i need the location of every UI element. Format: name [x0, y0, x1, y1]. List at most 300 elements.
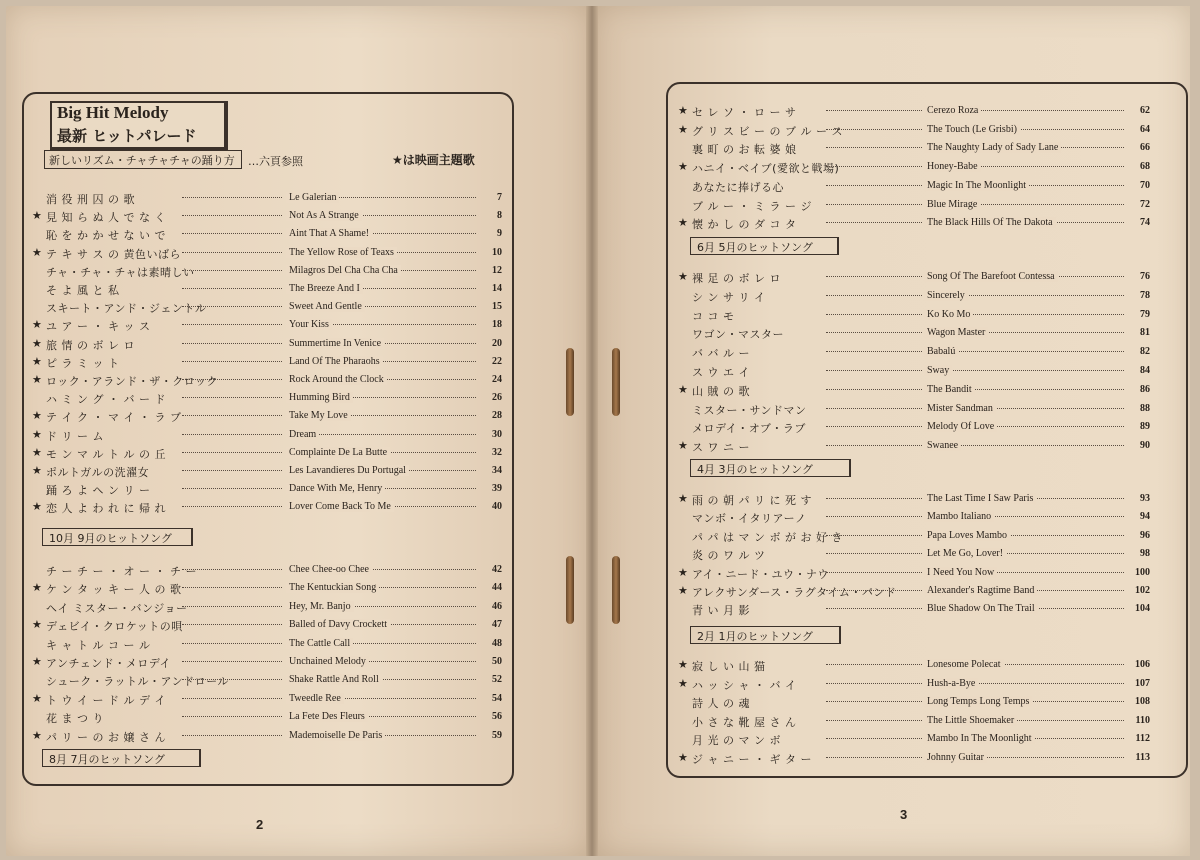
page-ref: 66	[1140, 142, 1150, 154]
song-entry	[678, 123, 1174, 141]
leader-dots	[826, 683, 922, 684]
section-label: 4月 3月のヒットソング	[697, 463, 813, 476]
song-title-japanese: 月 光 の マ ン ボ	[692, 734, 781, 748]
section-header-oct-sep	[42, 528, 193, 546]
song-title-japanese: ワゴン・マスター	[692, 328, 784, 342]
song-title-japanese: ハニイ・ベイブ(愛欲と戦場)	[692, 162, 840, 176]
song-title-japanese: 懐 か し の ダ コ タ	[692, 218, 797, 232]
leader-dots	[826, 408, 922, 409]
song-entry	[678, 751, 1174, 769]
song-entry	[678, 566, 1174, 584]
page-number-right: 3	[900, 807, 908, 822]
page-ref: 108	[1135, 696, 1150, 708]
song-title-english: The Last Time I Saw Paris	[924, 493, 1036, 504]
song-entry	[678, 141, 1174, 159]
song-title-japanese: ミスター・サンドマン	[692, 403, 807, 417]
song-title-english: Sweet And Gentle	[286, 301, 365, 312]
song-title-japanese: 恋 人 よ わ れ に 帰 れ	[46, 502, 166, 516]
leader-dots	[826, 608, 922, 609]
film-theme-star-icon: ★	[32, 373, 42, 386]
song-title-english: Not As A Strange	[286, 210, 362, 221]
page-ref: 81	[1140, 327, 1150, 339]
song-title-japanese: 詩 人 の 魂	[692, 697, 750, 711]
title-japanese: 最新 ヒットパレード	[57, 127, 197, 145]
page-ref: 32	[492, 446, 502, 458]
song-title-japanese: ト ウ イ ー ド ル デ イ	[46, 693, 166, 707]
leader-dots	[826, 276, 922, 277]
leader-dots	[182, 624, 282, 625]
song-entry	[32, 618, 504, 636]
song-title-japanese: あなたに捧げる心	[692, 180, 784, 194]
song-title-english: La Fete Des Fleurs	[286, 711, 368, 722]
song-title-english: Lover Come Back To Me	[286, 501, 394, 512]
staple-icon	[612, 348, 620, 416]
leader-dots	[182, 415, 282, 416]
page-ref: 42	[492, 564, 502, 575]
song-title-english: Cerezo Roza	[924, 105, 981, 116]
song-title-japanese: アレクサンダース・ラグタイム・バンド	[692, 586, 897, 599]
song-entry	[32, 391, 504, 409]
song-title-japanese: 山 賊 の 歌	[692, 384, 750, 398]
leader-dots	[826, 445, 922, 446]
song-entry	[32, 500, 504, 518]
song-title-english: Your Kiss	[286, 319, 332, 330]
song-title-japanese: ロック・アランド・ザ・クロック	[46, 375, 219, 388]
song-title-english: Mister Sandman	[924, 403, 996, 414]
song-title-japanese: ケ ン タ ッ キ ー 人 の 歌	[46, 583, 182, 597]
song-title-english: Sincerely	[924, 290, 968, 301]
song-title-english: The Little Shoemaker	[924, 715, 1017, 726]
leader-dots	[826, 204, 922, 205]
song-title-japanese: メロデイ・オブ・ラブ	[692, 422, 806, 436]
page-ref: 14	[492, 283, 502, 294]
leader-dots	[924, 370, 1124, 371]
song-title-english: The Touch (Le Grisbi)	[924, 124, 1020, 135]
song-title-english: The Bandit	[924, 384, 975, 395]
song-title-english: Unchained Melody	[286, 656, 369, 667]
page-ref: 79	[1140, 308, 1150, 320]
staple-icon	[612, 556, 620, 624]
film-theme-star-icon: ★	[32, 409, 42, 423]
song-entry	[32, 409, 504, 427]
song-title-english: Rock Around the Clock	[286, 374, 387, 385]
song-title-english: Le Galerian	[286, 192, 339, 203]
song-entry	[32, 227, 504, 245]
film-theme-star-icon: ★	[678, 104, 688, 117]
song-entry	[32, 482, 504, 500]
song-title-japanese: 消 役 刑 囚 の 歌	[46, 193, 135, 206]
song-title-english: Blue Shadow On The Trail	[924, 603, 1038, 614]
song-entry	[32, 710, 504, 728]
song-entry	[32, 337, 504, 355]
song-title-japanese: パ パ は マ ン ボ が お 好 き	[692, 530, 843, 544]
section-label: 2月 1月のヒットソング	[697, 630, 813, 643]
section-header-apr-mar	[690, 459, 851, 477]
song-title-english: The Breeze And I	[286, 283, 363, 294]
page-ref: 34	[492, 465, 502, 476]
song-entry	[678, 345, 1174, 363]
leader-dots	[182, 324, 282, 325]
song-title-english: Chee Chee-oo Chee	[286, 564, 372, 575]
page-ref: 89	[1140, 421, 1150, 433]
leader-dots	[826, 757, 922, 758]
song-title-japanese: セ レ ソ ・ ロ ー サ	[692, 106, 797, 119]
leader-dots	[182, 488, 282, 489]
leader-dots	[182, 197, 282, 198]
song-title-japanese: 裏 町 の お 転 婆 娘	[692, 143, 797, 157]
song-title-japanese: 雨 の 朝 パ リ に 死 す	[692, 494, 812, 507]
song-title-english: Summertime In Venice	[286, 338, 384, 349]
leader-dots	[182, 233, 282, 234]
song-title-english: Land Of The Pharaohs	[286, 356, 383, 367]
song-entry	[32, 637, 504, 655]
song-title-japanese: シューク・ラットル・アンドロール	[46, 675, 229, 689]
song-title-japanese: ユ ア ー ・ キ ッ ス	[46, 320, 151, 334]
song-title-japanese: アイ・ニード・ユウ・ナウ	[692, 567, 830, 581]
song-title-japanese: テ キ サ ス の 黄色いばら	[46, 247, 181, 261]
page-ref: 64	[1140, 123, 1150, 135]
leader-dots	[826, 110, 922, 111]
leader-dots	[826, 701, 922, 702]
page-ref: 102	[1135, 585, 1150, 596]
leader-dots	[826, 332, 922, 333]
song-title-japanese: デェビイ・クロケットの唄	[46, 620, 183, 634]
song-title-english: Mambo Italiano	[924, 511, 994, 522]
film-theme-star-icon: ★	[678, 676, 688, 690]
leader-dots	[182, 252, 282, 253]
song-entry	[678, 216, 1174, 234]
song-entry	[678, 270, 1174, 288]
song-title-english: I Need You Now	[924, 567, 997, 578]
song-entry	[32, 563, 504, 581]
film-theme-star-icon: ★	[678, 160, 688, 174]
song-title-japanese: 青 い 月 影	[692, 604, 750, 618]
song-entry	[678, 289, 1174, 307]
song-title-english: Dance With Me, Henry	[286, 483, 385, 494]
song-title-japanese: スキート・アンド・ジェントル	[46, 302, 207, 316]
song-title-japanese: バ バ ル ー	[692, 347, 750, 361]
song-entry	[678, 364, 1174, 382]
song-title-english: Mambo In The Moonlight	[924, 733, 1035, 744]
page-ref: 94	[1140, 511, 1150, 523]
song-title-japanese: コ コ モ	[692, 309, 735, 323]
song-title-japanese: ポルトガルの洗濯女	[46, 466, 150, 479]
film-theme-star-icon: ★	[32, 445, 42, 459]
leader-dots	[826, 553, 922, 554]
page-ref: 9	[497, 228, 502, 240]
page-ref: 70	[1140, 179, 1150, 191]
section-label: 6月 5月のヒットソング	[697, 241, 813, 254]
song-title-japanese: そ よ 風 と 私	[46, 284, 120, 297]
page-ref: 112	[1135, 733, 1150, 745]
leader-dots	[182, 587, 282, 588]
leader-dots	[182, 270, 282, 271]
leader-dots	[182, 569, 282, 570]
song-entry	[32, 729, 504, 747]
song-title-japanese: マンボ・イタリアーノ	[692, 512, 807, 526]
film-theme-star-icon: ★	[32, 728, 42, 742]
page-ref: 10	[492, 246, 502, 258]
leader-dots	[826, 370, 922, 371]
page-ref: 15	[492, 301, 502, 313]
leader-dots	[182, 288, 282, 289]
song-entry	[678, 677, 1174, 695]
song-title-english: Melody Of Love	[924, 421, 997, 432]
page-ref: 28	[492, 410, 502, 422]
page-ref: 54	[492, 692, 502, 704]
song-title-japanese: 炎 の ワ ル ツ	[692, 549, 766, 563]
song-title-japanese: 恥 を か か せ な い で	[46, 229, 166, 243]
song-entry	[32, 264, 504, 282]
song-title-english: The Kentuckian Song	[286, 582, 379, 593]
leader-dots	[826, 295, 922, 296]
page-ref: 100	[1135, 566, 1150, 578]
song-title-japanese: 裸 足 の ボ レ ロ	[692, 272, 781, 285]
page-ref: 7	[497, 192, 502, 203]
leader-dots	[826, 222, 922, 223]
song-title-english: The Naughty Lady of Sady Lane	[924, 142, 1061, 153]
song-title-english: Johnny Guitar	[924, 752, 987, 763]
song-title-english: Les Lavandieres Du Portugal	[286, 465, 409, 476]
page-ref: 24	[492, 374, 502, 385]
title-english: Big Hit Melody	[57, 103, 169, 122]
song-title-english: Tweedle Ree	[286, 693, 344, 704]
page-ref: 59	[492, 729, 502, 741]
title-box	[50, 101, 228, 151]
song-title-japanese: ブ ル ー ・ ミ ラ ー ジ	[692, 199, 812, 213]
song-title-english: Long Temps Long Temps	[924, 696, 1032, 707]
song-entry	[32, 373, 504, 391]
film-theme-star-icon: ★	[678, 584, 688, 597]
page-ref: 47	[492, 619, 502, 631]
film-theme-star-icon: ★	[678, 751, 688, 764]
section-header-jun-may	[690, 237, 839, 255]
page-ref: 84	[1140, 365, 1150, 376]
song-entry	[32, 600, 504, 618]
song-title-english: Wagon Master	[924, 327, 988, 338]
leader-dots	[826, 389, 922, 390]
film-theme-star-icon: ★	[32, 581, 42, 595]
song-entry	[678, 547, 1174, 565]
film-theme-star-icon: ★	[32, 691, 42, 705]
page-number-left: 2	[256, 817, 264, 832]
song-title-japanese: チャ・チャ・チャは素晴しい	[46, 265, 195, 279]
leader-dots	[826, 664, 922, 665]
song-title-english: Babalú	[924, 346, 958, 357]
page-ref: 52	[492, 674, 502, 686]
song-title-english: Dream	[286, 429, 319, 440]
leader-dots	[182, 343, 282, 344]
cha-cha-note-box	[44, 150, 242, 169]
song-title-english: The Black Hills Of The Dakota	[924, 217, 1056, 228]
song-entry	[678, 198, 1174, 216]
song-entry	[678, 510, 1174, 528]
song-entry	[678, 529, 1174, 547]
film-theme-star-icon: ★	[32, 618, 42, 632]
song-title-english: Balled of Davy Crockett	[286, 619, 390, 630]
film-theme-star-icon: ★	[32, 354, 42, 368]
leader-dots	[182, 470, 282, 471]
song-title-english: Take My Love	[286, 410, 351, 421]
song-entry	[678, 732, 1174, 750]
film-theme-star-icon: ★	[32, 336, 42, 350]
song-title-japanese: モ ン マ ル ト ル の 丘	[46, 447, 166, 461]
page-ref: 78	[1140, 289, 1150, 301]
song-entry	[678, 584, 1174, 602]
song-title-japanese: アンチェンド・メロデイ	[46, 657, 171, 670]
leader-dots	[182, 361, 282, 362]
leader-dots	[182, 397, 282, 398]
song-title-japanese: 踊 ろ よ ヘ ン リ ー	[46, 484, 151, 498]
staple-icon	[566, 556, 574, 624]
film-theme-star-icon: ★	[678, 270, 688, 283]
page-ref: 26	[492, 392, 502, 404]
leader-dots	[182, 434, 282, 435]
song-entry	[678, 402, 1174, 420]
song-entry	[678, 602, 1174, 620]
film-theme-star-icon: ★	[32, 209, 42, 223]
page-ref: 18	[492, 319, 502, 331]
song-title-japanese: 見 知 ら ぬ 人 で な く	[46, 211, 166, 225]
leader-dots	[826, 147, 922, 148]
leader-dots	[182, 506, 282, 507]
page-ref: 104	[1135, 603, 1150, 615]
leader-dots	[826, 516, 922, 517]
page-ref: 88	[1140, 402, 1150, 414]
song-title-english: Complainte De La Butte	[286, 447, 390, 458]
song-title-japanese: ス ウ エ イ	[692, 366, 750, 379]
song-entry	[678, 420, 1174, 438]
page-ref: 56	[492, 711, 502, 723]
film-theme-star-icon: ★	[678, 658, 688, 671]
song-title-japanese: シ ン サ リ イ	[692, 290, 766, 304]
page-ref: 96	[1140, 529, 1150, 541]
song-entry	[32, 282, 504, 300]
page-ref: 107	[1135, 677, 1150, 689]
song-entry	[32, 655, 504, 673]
song-title-english: Aint That A Shame!	[286, 228, 372, 239]
song-entry	[678, 104, 1174, 122]
leader-dots	[826, 720, 922, 721]
song-title-english: Sway	[924, 365, 952, 376]
song-title-english: The Yellow Rose of Teaxs	[286, 247, 397, 258]
film-theme-star-icon: ★	[32, 500, 42, 514]
song-title-english: Humming Bird	[286, 392, 353, 403]
leader-dots	[826, 572, 922, 573]
song-title-japanese: キ ャ ト ル コ ー ル	[46, 638, 151, 652]
song-entry	[678, 439, 1174, 457]
song-entry	[32, 446, 504, 464]
star-legend: ★は映画主題歌	[392, 153, 475, 167]
song-title-english: Shake Rattle And Roll	[286, 674, 382, 685]
song-entry	[32, 581, 504, 599]
leader-dots	[826, 535, 922, 536]
leader-dots	[182, 679, 282, 680]
page-ref: 113	[1135, 752, 1150, 763]
page-ref: 62	[1140, 105, 1150, 116]
leader-dots	[826, 738, 922, 739]
leader-dots	[826, 314, 922, 315]
note-page-reference: …六頁参照	[248, 155, 303, 168]
film-theme-star-icon: ★	[32, 245, 42, 259]
song-title-english: Mademoiselle De Paris	[286, 730, 385, 741]
song-title-japanese: ハ ッ シ ャ ・ バ イ	[692, 678, 797, 692]
cha-cha-note: 新しいリズム・チャチャチャの踊り方	[49, 154, 235, 167]
leader-dots	[182, 379, 282, 380]
song-title-japanese: 旅 情 の ボ レ ロ	[46, 338, 135, 352]
page-ref: 48	[492, 637, 502, 649]
leader-dots	[182, 698, 282, 699]
film-theme-star-icon: ★	[678, 382, 688, 396]
song-entry	[678, 160, 1174, 178]
page-ref: 93	[1140, 493, 1150, 504]
page-ref: 68	[1140, 161, 1150, 173]
page-ref: 12	[492, 264, 502, 276]
song-title-japanese: ド リ ー ム	[46, 429, 104, 443]
song-entry	[678, 695, 1174, 713]
page-ref: 40	[492, 501, 502, 513]
leader-dots	[182, 643, 282, 644]
page-ref: 90	[1140, 440, 1150, 452]
song-title-english: Honey-Babe	[924, 161, 981, 172]
leader-dots	[182, 306, 282, 307]
film-theme-star-icon: ★	[32, 427, 42, 441]
song-title-japanese: 花 ま つ り	[46, 712, 104, 726]
film-theme-star-icon: ★	[32, 655, 42, 668]
song-title-english: Milagros Del Cha Cha Cha	[286, 265, 401, 276]
page-ref: 106	[1135, 659, 1150, 670]
page-ref: 82	[1140, 346, 1150, 358]
song-title-japanese: グ リ ス ビ ー の ブ ル ー ス	[692, 124, 843, 138]
song-entry	[32, 464, 504, 482]
song-title-english: Let Me Go, Lover!	[924, 548, 1006, 559]
film-theme-star-icon: ★	[32, 318, 42, 332]
song-title-english: The Cattle Call	[286, 638, 353, 649]
section-label: 10月 9月のヒットソング	[49, 532, 172, 545]
song-title-japanese: ハ ミ ン グ ・ バ ー ド	[46, 393, 166, 407]
page-ref: 50	[492, 656, 502, 667]
page-ref: 98	[1140, 548, 1150, 560]
leader-dots	[826, 166, 922, 167]
song-title-english: Alexander's Ragtime Band	[924, 585, 1037, 596]
film-theme-star-icon: ★	[678, 122, 688, 136]
leader-dots	[826, 426, 922, 427]
page-ref: 8	[497, 210, 502, 222]
page-ref: 39	[492, 483, 502, 495]
page-ref: 72	[1140, 198, 1150, 210]
film-theme-star-icon: ★	[678, 216, 688, 230]
song-entry	[678, 714, 1174, 732]
song-title-english: Hush-a-Bye	[924, 678, 978, 689]
song-entry	[678, 383, 1174, 401]
song-entry	[32, 355, 504, 373]
song-title-japanese: 寂 し い 山 猫	[692, 660, 766, 673]
page-ref: 30	[492, 428, 502, 440]
song-title-english: Hey, Mr. Banjo	[286, 601, 354, 612]
song-title-english: Magic In The Moonlight	[924, 180, 1029, 191]
leader-dots	[182, 716, 282, 717]
leader-dots	[182, 661, 282, 662]
page-ref: 20	[492, 337, 502, 349]
song-entry	[32, 692, 504, 710]
song-title-japanese: ス ワ ニ ー	[692, 441, 750, 455]
song-entry	[32, 673, 504, 691]
song-title-japanese: ジ ャ ニ ー ・ ギ タ ー	[692, 753, 812, 766]
film-theme-star-icon: ★	[32, 464, 42, 477]
leader-dots	[182, 735, 282, 736]
leader-dots	[826, 351, 922, 352]
song-title-english: Swanee	[924, 440, 961, 451]
